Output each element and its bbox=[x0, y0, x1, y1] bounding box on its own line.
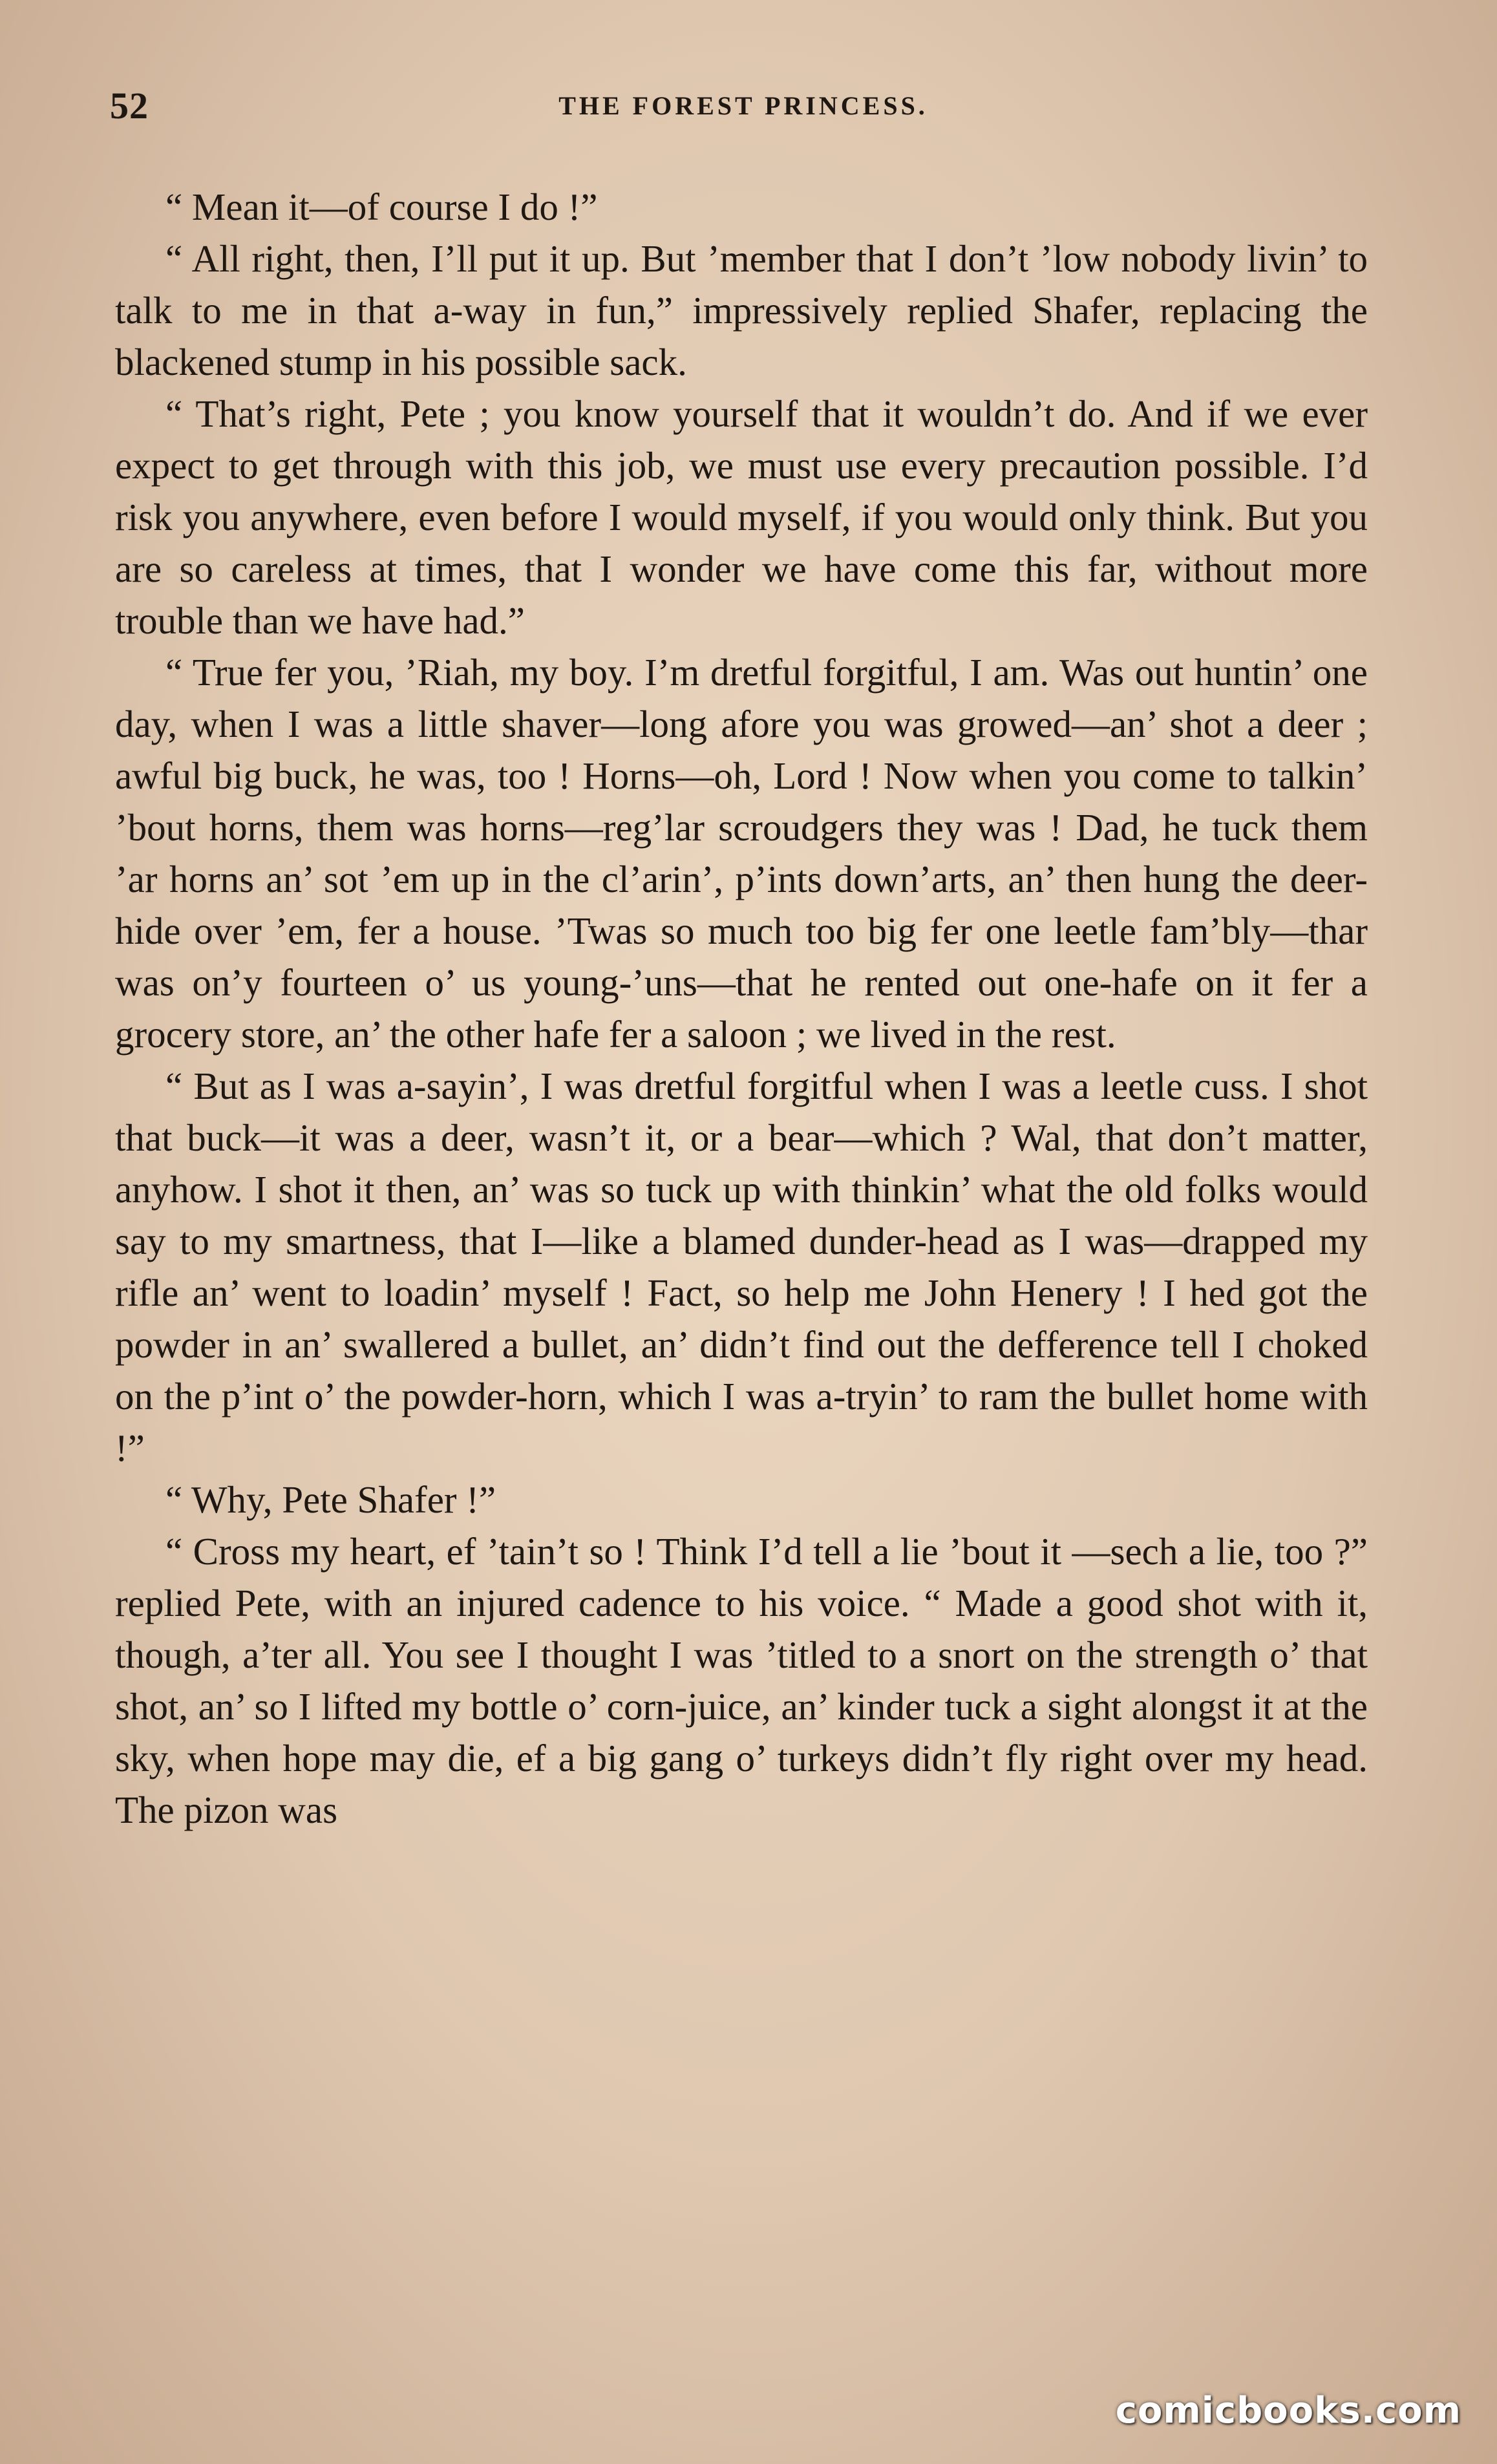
paragraph: “ True fer you, ’Riah, my boy. I’m dretful forgitful, I am. Was out huntin’ one day, when I was a little shaver—long afore you was growed—an’ shot a deer ; awful big buck, he was, too ! Horns—oh, Lord ! Now when you come to talkin’ ’bout horns, them was horns—reg’lar scroudgers they was ! Dad, he tuck them ’ar horns an’ sot ’em up in the cl’arin’, p’ints down’arts, an’ then hung the deer-hide over ’em, fer a house. ’Twas so much too big fer one leetle fam’bly—thar was on’y fourteen o’ us young-’uns—that he rented out one-hafe on it fer a grocery store, an’ the other hafe fer a saloon ; we lived in the rest. bbox=[115, 651, 1368, 1056]
paragraph: “ But as I was a-sayin’, I was dretful forgitful when I was a leetle cuss. I shot that buck—it was a deer, wasn’t it, or a bear—which ? Wal, that don’t matter, anyhow. I shot it then, an’ was so tuck up with thinkin’ what the old folks would say to my smartness, that I—like a blamed dunder-head as I was—drapped my rifle an’ went to loadin’ myself ! Fact, so help me John Henery ! I hed got the powder in an’ swallered a bullet, an’ didn’t find out the defference tell I choked on the p’int o’ the powder-horn, which I was a-tryin’ to ram the bullet home with !” bbox=[115, 1065, 1368, 1469]
paragraph: “ Why, Pete Shafer !” bbox=[165, 1478, 496, 1521]
paragraph: “ Cross my heart, ef ’tain’t so ! Think I’d tell a lie ’bout it —sech a lie, too ?” replied Pete, with an injured cadence to his voice. “ Made a good shot with it, though, a’ter all. You see I thought I was ’titled to a snort on the strength o’ that shot, an’ so I lifted my bottle o’ corn-juice, an’ kinder tuck a sight alongst it at the sky, when hope may die, ef a big gang o’ turkeys didn’t fly right over my head. The pizon was bbox=[115, 1530, 1368, 1831]
page-number: 52 bbox=[110, 85, 149, 127]
running-title: THE FOREST PRINCESS. bbox=[558, 91, 928, 120]
paragraph: “ That’s right, Pete ; you know yourself that it wouldn’t do. And if we ever expect to get through with this job, we must use every precaution possible. I’d risk you anywhere, even before I would myself, if you would only think. But you are so careless at times, that I wonder we have come this far, without more trouble than we have had.” bbox=[115, 392, 1368, 642]
paragraph: “ All right, then, I’ll put it up. But ’member that I don’t ’low nobody livin’ to talk to me in that a-way in fun,” impressively replied Shafer, replacing the blackened stump in his possible sack. bbox=[115, 237, 1368, 383]
page-header bbox=[110, 84, 1377, 136]
page-body-text bbox=[115, 181, 1368, 1836]
paragraph: “ Mean it—of course I do !” bbox=[165, 186, 598, 228]
watermark: comicbooks.com bbox=[1115, 2390, 1461, 2432]
